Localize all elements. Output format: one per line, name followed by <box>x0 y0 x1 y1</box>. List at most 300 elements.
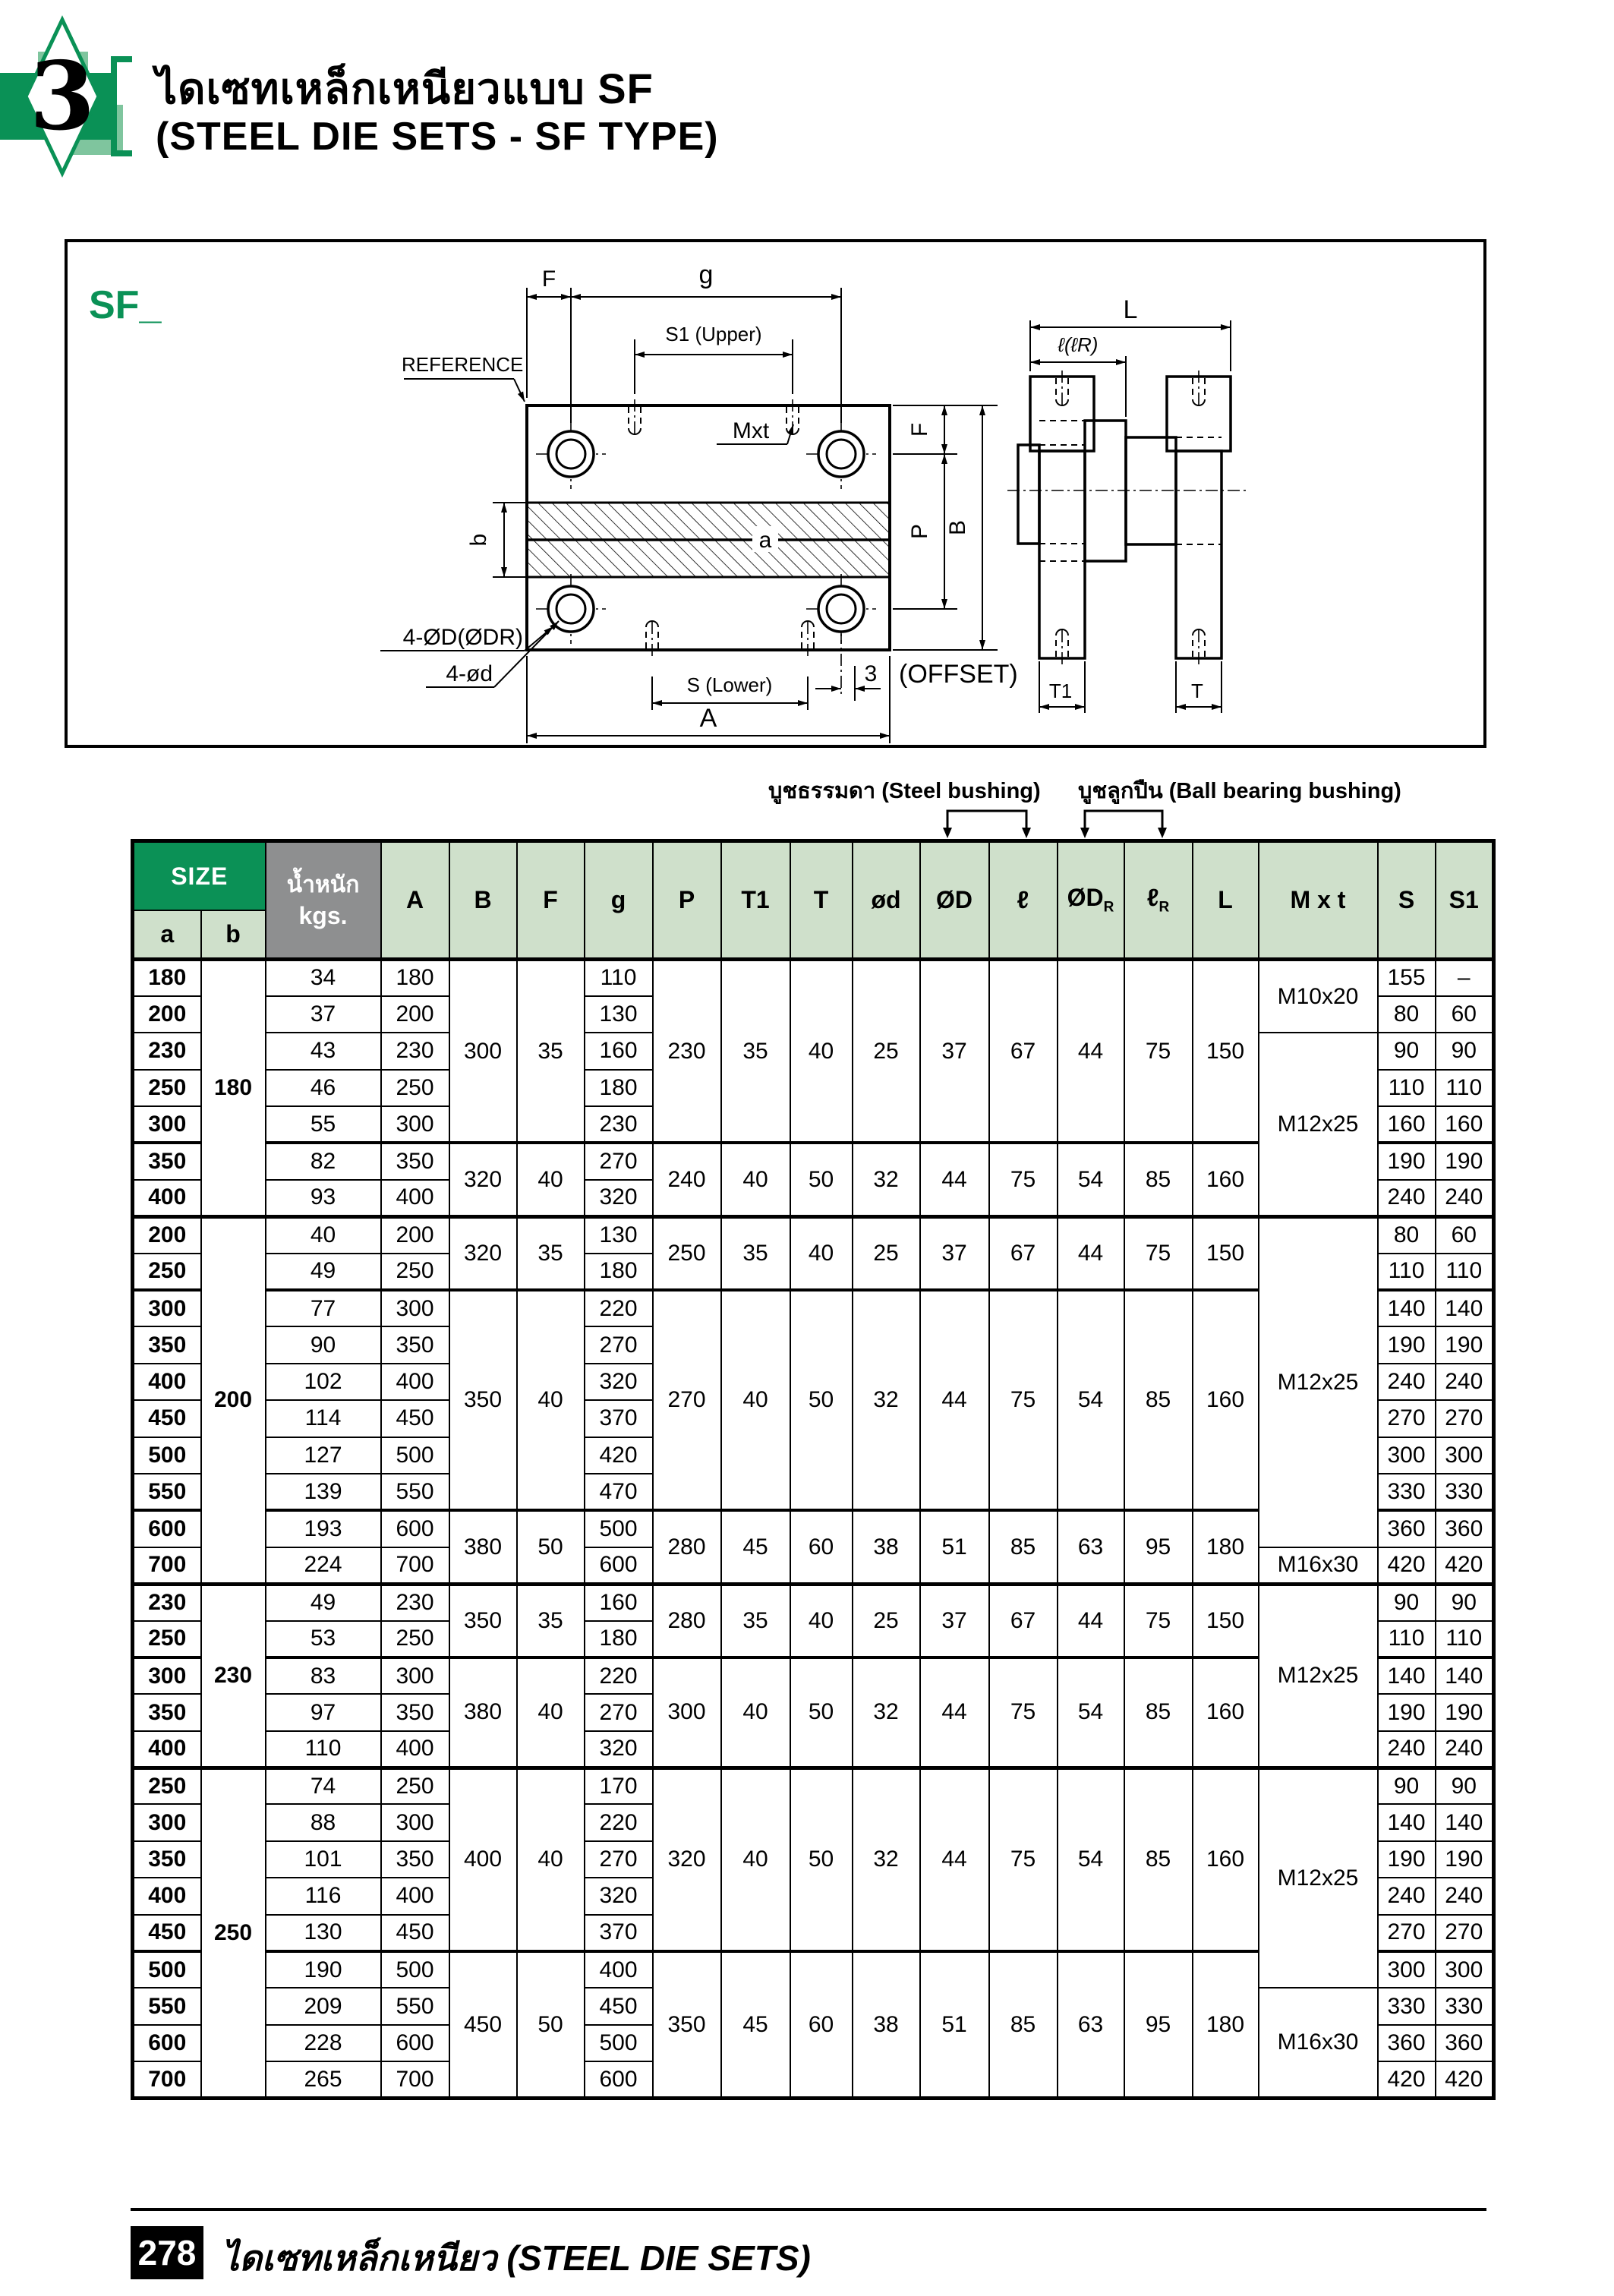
cell-S: 360 <box>1378 1510 1436 1547</box>
cell-od: 38 <box>853 1510 920 1584</box>
cell-g: 220 <box>585 1290 653 1326</box>
cell-ODR: 44 <box>1058 1216 1124 1290</box>
table-row <box>133 1768 1494 1804</box>
header-col-Mxt: M x t <box>1259 841 1378 960</box>
cell-S1: 420 <box>1436 1547 1494 1584</box>
header-weight: น้ำหนัก kgs. <box>266 841 381 960</box>
cell-ODR: 54 <box>1058 1768 1124 1951</box>
cell-T1: 45 <box>721 1510 790 1584</box>
header-col-l: ℓ <box>989 841 1058 960</box>
dim-b: b <box>466 533 491 547</box>
cell-a: 250 <box>133 1070 201 1106</box>
cell-a: 200 <box>133 1216 201 1253</box>
cell-S: 300 <box>1378 1437 1436 1474</box>
cell-g: 180 <box>585 1070 653 1106</box>
cell-S: 300 <box>1378 1951 1436 1988</box>
table-row <box>133 1584 1494 1620</box>
cell-ODR: 44 <box>1058 960 1124 1143</box>
cell-ODR: 54 <box>1058 1657 1124 1768</box>
cell-b: 230 <box>201 1584 266 1768</box>
table-row <box>133 960 1494 996</box>
cell-F: 50 <box>517 1951 585 2099</box>
cell-S1: 90 <box>1436 1768 1494 1804</box>
cell-od: 38 <box>853 1951 920 2099</box>
label-4-OD: 4-ØD(ØDR) <box>402 625 523 650</box>
cell-kgs: 40 <box>266 1216 381 1253</box>
cell-a: 700 <box>133 2061 201 2098</box>
cell-l: 67 <box>989 960 1058 1143</box>
cell-kgs: 114 <box>266 1400 381 1437</box>
cell-kgs: 139 <box>266 1474 381 1510</box>
cell-S: 190 <box>1378 1841 1436 1878</box>
cell-L: 160 <box>1193 1290 1259 1510</box>
cell-S: 110 <box>1378 1621 1436 1657</box>
cell-kgs: 77 <box>266 1290 381 1326</box>
cell-S1: 160 <box>1436 1106 1494 1143</box>
cell-S1: 60 <box>1436 996 1494 1033</box>
cell-B: 350 <box>449 1584 517 1657</box>
header-col-S: S <box>1378 841 1436 960</box>
cell-g: 160 <box>585 1033 653 1069</box>
cell-kgs: 127 <box>266 1437 381 1474</box>
cell-g: 400 <box>585 1951 653 1988</box>
cell-l: 85 <box>989 1510 1058 1584</box>
cell-a: 200 <box>133 996 201 1033</box>
cell-T1: 40 <box>721 1657 790 1768</box>
header-col-OD: ØD <box>920 841 989 960</box>
cell-kgs: 49 <box>266 1254 381 1290</box>
cell-a: 350 <box>133 1326 201 1363</box>
header-size: SIZE <box>133 841 266 911</box>
cell-A: 230 <box>381 1033 449 1069</box>
cell-g: 270 <box>585 1143 653 1179</box>
cell-T: 60 <box>790 1510 853 1584</box>
header-sub-a: a <box>133 910 201 960</box>
cell-P: 320 <box>653 1768 721 1951</box>
spec-table <box>131 839 1496 2100</box>
footer-caption: ไดเซทเหล็กเหนียว (STEEL DIE SETS) <box>222 2238 811 2278</box>
cell-a: 300 <box>133 1804 201 1840</box>
cell-kgs: 55 <box>266 1106 381 1143</box>
cell-g: 220 <box>585 1657 653 1694</box>
cell-kgs: 34 <box>266 960 381 996</box>
cell-T: 40 <box>790 1584 853 1657</box>
cell-Mxt: M10x20 <box>1259 960 1378 1033</box>
cell-S1: 140 <box>1436 1804 1494 1840</box>
cell-a: 450 <box>133 1915 201 1951</box>
cell-S: 110 <box>1378 1254 1436 1290</box>
cell-A: 230 <box>381 1584 449 1620</box>
dim-S1-upper: S1 (Upper) <box>665 323 762 345</box>
cell-g: 320 <box>585 1180 653 1216</box>
cell-T: 50 <box>790 1768 853 1951</box>
cell-S1: 240 <box>1436 1180 1494 1216</box>
cell-S: 190 <box>1378 1694 1436 1730</box>
cell-A: 700 <box>381 1547 449 1584</box>
cell-S1: 90 <box>1436 1584 1494 1620</box>
cell-T1: 35 <box>721 1584 790 1657</box>
cell-S1: 300 <box>1436 1951 1494 1988</box>
cell-S1: 360 <box>1436 2025 1494 2061</box>
cell-A: 450 <box>381 1400 449 1437</box>
cell-S1: 190 <box>1436 1143 1494 1179</box>
offset-value: 3 <box>864 661 878 686</box>
cell-l: 67 <box>989 1584 1058 1657</box>
cell-S1: – <box>1436 960 1494 996</box>
cell-kgs: 82 <box>266 1143 381 1179</box>
cell-A: 200 <box>381 996 449 1033</box>
cell-od: 32 <box>853 1290 920 1510</box>
cell-g: 450 <box>585 1988 653 2024</box>
cell-P: 280 <box>653 1510 721 1584</box>
cell-S1: 110 <box>1436 1254 1494 1290</box>
cell-B: 400 <box>449 1768 517 1951</box>
cell-T1: 40 <box>721 1290 790 1510</box>
cell-od: 32 <box>853 1143 920 1216</box>
cell-S: 240 <box>1378 1878 1436 1914</box>
cell-a: 500 <box>133 1951 201 1988</box>
cell-S1: 90 <box>1436 1033 1494 1069</box>
cell-g: 320 <box>585 1731 653 1768</box>
cell-A: 450 <box>381 1915 449 1951</box>
cell-a: 500 <box>133 1437 201 1474</box>
header-col-ODR: $ØD_R$ <box>1058 841 1124 960</box>
dim-S-lower: S (Lower) <box>686 673 773 696</box>
cell-b: 200 <box>201 1216 266 1584</box>
cell-ODR: 54 <box>1058 1143 1124 1216</box>
cell-S1: 300 <box>1436 1437 1494 1474</box>
cell-OD: 37 <box>920 960 989 1143</box>
cell-A: 400 <box>381 1364 449 1400</box>
cell-Mxt: M16x30 <box>1259 1547 1378 1584</box>
cell-F: 35 <box>517 1584 585 1657</box>
cell-B: 320 <box>449 1143 517 1216</box>
cell-S: 360 <box>1378 2025 1436 2061</box>
cell-S1: 270 <box>1436 1400 1494 1437</box>
cell-S: 240 <box>1378 1731 1436 1768</box>
cell-Mxt: M12x25 <box>1259 1033 1378 1216</box>
cell-S: 420 <box>1378 2061 1436 2098</box>
ball-bushing-note: บูชลูกปืน (Ball bearing bushing) <box>1078 779 1401 803</box>
cell-S1: 240 <box>1436 1364 1494 1400</box>
cell-kgs: 46 <box>266 1070 381 1106</box>
cell-l: 85 <box>989 1951 1058 2099</box>
cell-g: 370 <box>585 1400 653 1437</box>
header-col-T1: T1 <box>721 841 790 960</box>
cell-Mxt: M12x25 <box>1259 1216 1378 1547</box>
cell-T1: 40 <box>721 1768 790 1951</box>
cell-A: 350 <box>381 1326 449 1363</box>
cell-F: 40 <box>517 1768 585 1951</box>
cell-S1: 420 <box>1436 2061 1494 2098</box>
header-col-od: ød <box>853 841 920 960</box>
cell-OD: 44 <box>920 1657 989 1768</box>
cell-kgs: 53 <box>266 1621 381 1657</box>
cell-S: 90 <box>1378 1584 1436 1620</box>
cell-lR: 75 <box>1124 960 1193 1143</box>
header-col-F: F <box>517 841 585 960</box>
cell-T: 50 <box>790 1290 853 1510</box>
cell-T: 40 <box>790 960 853 1143</box>
cell-T1: 35 <box>721 1216 790 1290</box>
cell-S: 80 <box>1378 996 1436 1033</box>
technical-drawing-box <box>65 239 1486 748</box>
cell-lR: 95 <box>1124 1510 1193 1584</box>
cell-g: 110 <box>585 960 653 996</box>
cell-B: 380 <box>449 1510 517 1584</box>
cell-g: 320 <box>585 1878 653 1914</box>
chapter-number: 3 <box>29 42 96 152</box>
footer-rule <box>131 2208 1486 2211</box>
cell-kgs: 116 <box>266 1878 381 1914</box>
cell-L: 180 <box>1193 1951 1259 2099</box>
cell-S: 240 <box>1378 1180 1436 1216</box>
cell-A: 300 <box>381 1804 449 1840</box>
cell-L: 150 <box>1193 1216 1259 1290</box>
spec-table-container <box>131 839 1496 2100</box>
cell-T: 50 <box>790 1143 853 1216</box>
cell-g: 220 <box>585 1804 653 1840</box>
cell-g: 370 <box>585 1915 653 1951</box>
cell-lR: 95 <box>1124 1951 1193 2099</box>
cell-od: 32 <box>853 1768 920 1951</box>
plan-view <box>527 399 890 656</box>
cell-lR: 85 <box>1124 1768 1193 1951</box>
cell-A: 300 <box>381 1106 449 1143</box>
cell-A: 400 <box>381 1878 449 1914</box>
header-col-P: P <box>653 841 721 960</box>
cell-Mxt: M12x25 <box>1259 1584 1378 1768</box>
cell-g: 500 <box>585 2025 653 2061</box>
cell-g: 180 <box>585 1621 653 1657</box>
cell-P: 280 <box>653 1584 721 1657</box>
cell-T: 60 <box>790 1951 853 2099</box>
cell-F: 50 <box>517 1510 585 1584</box>
cell-a: 400 <box>133 1180 201 1216</box>
cell-S: 90 <box>1378 1768 1436 1804</box>
cell-g: 600 <box>585 1547 653 1584</box>
header-col-g: g <box>585 841 653 960</box>
cell-OD: 51 <box>920 1510 989 1584</box>
cell-S: 240 <box>1378 1364 1436 1400</box>
cell-S: 190 <box>1378 1143 1436 1179</box>
cell-a: 300 <box>133 1657 201 1694</box>
cell-kgs: 97 <box>266 1694 381 1730</box>
cell-a: 300 <box>133 1106 201 1143</box>
cell-S1: 110 <box>1436 1070 1494 1106</box>
cell-OD: 37 <box>920 1584 989 1657</box>
cell-B: 450 <box>449 1951 517 2099</box>
cell-S: 140 <box>1378 1804 1436 1840</box>
cell-B: 350 <box>449 1290 517 1510</box>
cell-a: 550 <box>133 1988 201 2024</box>
cell-kgs: 193 <box>266 1510 381 1547</box>
cell-kgs: 110 <box>266 1731 381 1768</box>
cell-ODR: 44 <box>1058 1584 1124 1657</box>
cell-l: 75 <box>989 1143 1058 1216</box>
dim-a: a <box>758 528 772 553</box>
cell-g: 470 <box>585 1474 653 1510</box>
cell-A: 350 <box>381 1143 449 1179</box>
header-col-S1: S1 <box>1436 841 1494 960</box>
cell-S1: 190 <box>1436 1326 1494 1363</box>
cell-OD: 44 <box>920 1768 989 1951</box>
cell-S: 330 <box>1378 1988 1436 2024</box>
dim-B: B <box>945 519 970 536</box>
cell-L: 160 <box>1193 1143 1259 1216</box>
cell-kgs: 224 <box>266 1547 381 1584</box>
cell-S: 80 <box>1378 1216 1436 1253</box>
cell-F: 40 <box>517 1143 585 1216</box>
cell-A: 350 <box>381 1694 449 1730</box>
cell-kgs: 88 <box>266 1804 381 1840</box>
die-set-drawing <box>68 242 1483 745</box>
cell-g: 320 <box>585 1364 653 1400</box>
cell-kgs: 101 <box>266 1841 381 1878</box>
cell-A: 400 <box>381 1731 449 1768</box>
cell-b: 180 <box>201 960 266 1217</box>
dim-l-lr: ℓ(ℓR) <box>1058 333 1099 356</box>
cell-A: 250 <box>381 1254 449 1290</box>
cell-P: 230 <box>653 960 721 1143</box>
cell-B: 320 <box>449 1216 517 1290</box>
cell-g: 160 <box>585 1584 653 1620</box>
cell-kgs: 102 <box>266 1364 381 1400</box>
cell-F: 40 <box>517 1290 585 1510</box>
cell-S1: 240 <box>1436 1731 1494 1768</box>
cell-T1: 35 <box>721 960 790 1143</box>
cell-S: 270 <box>1378 1915 1436 1951</box>
cell-lR: 85 <box>1124 1143 1193 1216</box>
cell-kgs: 209 <box>266 1988 381 2024</box>
cell-F: 35 <box>517 1216 585 1290</box>
header-col-A: A <box>381 841 449 960</box>
cell-lR: 85 <box>1124 1290 1193 1510</box>
cell-S1: 330 <box>1436 1474 1494 1510</box>
cell-a: 600 <box>133 2025 201 2061</box>
cell-S: 420 <box>1378 1547 1436 1584</box>
cell-P: 350 <box>653 1951 721 2099</box>
cell-a: 450 <box>133 1400 201 1437</box>
cell-A: 250 <box>381 1621 449 1657</box>
cell-T: 40 <box>790 1216 853 1290</box>
cell-S: 330 <box>1378 1474 1436 1510</box>
reference-label: REFERENCE <box>402 353 524 376</box>
cell-T: 50 <box>790 1657 853 1768</box>
dim-F-top: F <box>541 266 556 292</box>
cell-ODR: 63 <box>1058 1951 1124 2099</box>
cell-A: 300 <box>381 1657 449 1694</box>
cell-g: 270 <box>585 1694 653 1730</box>
cell-g: 420 <box>585 1437 653 1474</box>
cell-A: 250 <box>381 1070 449 1106</box>
cell-l: 75 <box>989 1768 1058 1951</box>
cell-S: 140 <box>1378 1657 1436 1694</box>
cell-A: 200 <box>381 1216 449 1253</box>
cell-kgs: 190 <box>266 1951 381 1988</box>
cell-lR: 75 <box>1124 1216 1193 1290</box>
dim-T1: T1 <box>1048 680 1073 702</box>
cell-OD: 37 <box>920 1216 989 1290</box>
cell-L: 150 <box>1193 960 1259 1143</box>
cell-A: 600 <box>381 2025 449 2061</box>
bushing-brackets <box>941 802 1177 840</box>
cell-a: 350 <box>133 1143 201 1179</box>
cell-B: 380 <box>449 1657 517 1768</box>
cell-od: 25 <box>853 1584 920 1657</box>
cell-P: 300 <box>653 1657 721 1768</box>
cell-kgs: 90 <box>266 1326 381 1363</box>
spec-table-body <box>133 960 1494 2099</box>
cell-S1: 330 <box>1436 1988 1494 2024</box>
cell-S: 190 <box>1378 1326 1436 1363</box>
cell-S1: 240 <box>1436 1878 1494 1914</box>
steel-bushing-note: บูชธรรมดา (Steel bushing) <box>768 779 1041 803</box>
cell-a: 250 <box>133 1254 201 1290</box>
header-col-lR: ℓ$_R$ <box>1124 841 1193 960</box>
cell-L: 160 <box>1193 1768 1259 1951</box>
cell-ODR: 54 <box>1058 1290 1124 1510</box>
header-col-T: T <box>790 841 853 960</box>
cell-P: 240 <box>653 1143 721 1216</box>
cell-a: 700 <box>133 1547 201 1584</box>
cell-g: 130 <box>585 1216 653 1253</box>
cell-od: 25 <box>853 1216 920 1290</box>
cell-kgs: 49 <box>266 1584 381 1620</box>
cell-g: 180 <box>585 1254 653 1290</box>
cell-OD: 44 <box>920 1290 989 1510</box>
cell-L: 160 <box>1193 1657 1259 1768</box>
cell-kgs: 43 <box>266 1033 381 1069</box>
cell-od: 25 <box>853 960 920 1143</box>
cell-Mxt: M16x30 <box>1259 1988 1378 2098</box>
cell-P: 250 <box>653 1216 721 1290</box>
cell-B: 300 <box>449 960 517 1143</box>
cell-A: 500 <box>381 1951 449 1988</box>
side-view <box>1007 295 1249 713</box>
cell-a: 400 <box>133 1364 201 1400</box>
cell-A: 350 <box>381 1841 449 1878</box>
cell-S1: 270 <box>1436 1915 1494 1951</box>
cell-A: 180 <box>381 960 449 996</box>
cell-Mxt: M12x25 <box>1259 1768 1378 1988</box>
cell-l: 75 <box>989 1657 1058 1768</box>
cell-S: 90 <box>1378 1033 1436 1069</box>
header-col-L: L <box>1193 841 1259 960</box>
cell-l: 75 <box>989 1290 1058 1510</box>
cell-a: 400 <box>133 1731 201 1768</box>
cell-a: 550 <box>133 1474 201 1510</box>
cell-g: 130 <box>585 996 653 1033</box>
cell-od: 32 <box>853 1657 920 1768</box>
cell-kgs: 83 <box>266 1657 381 1694</box>
cell-lR: 75 <box>1124 1584 1193 1657</box>
cell-A: 250 <box>381 1768 449 1804</box>
table-row <box>133 1216 1494 1253</box>
cell-S: 160 <box>1378 1106 1436 1143</box>
cell-OD: 44 <box>920 1143 989 1216</box>
header-sub-b: b <box>201 910 266 960</box>
cell-T1: 45 <box>721 1951 790 2099</box>
cell-a: 400 <box>133 1878 201 1914</box>
cell-S1: 110 <box>1436 1621 1494 1657</box>
header-col-B: B <box>449 841 517 960</box>
page-title-en: (STEEL DIE SETS - SF TYPE) <box>156 115 719 159</box>
cell-F: 35 <box>517 960 585 1143</box>
cell-a: 300 <box>133 1290 201 1326</box>
cell-S1: 360 <box>1436 1510 1494 1547</box>
dim-T: T <box>1191 680 1203 702</box>
